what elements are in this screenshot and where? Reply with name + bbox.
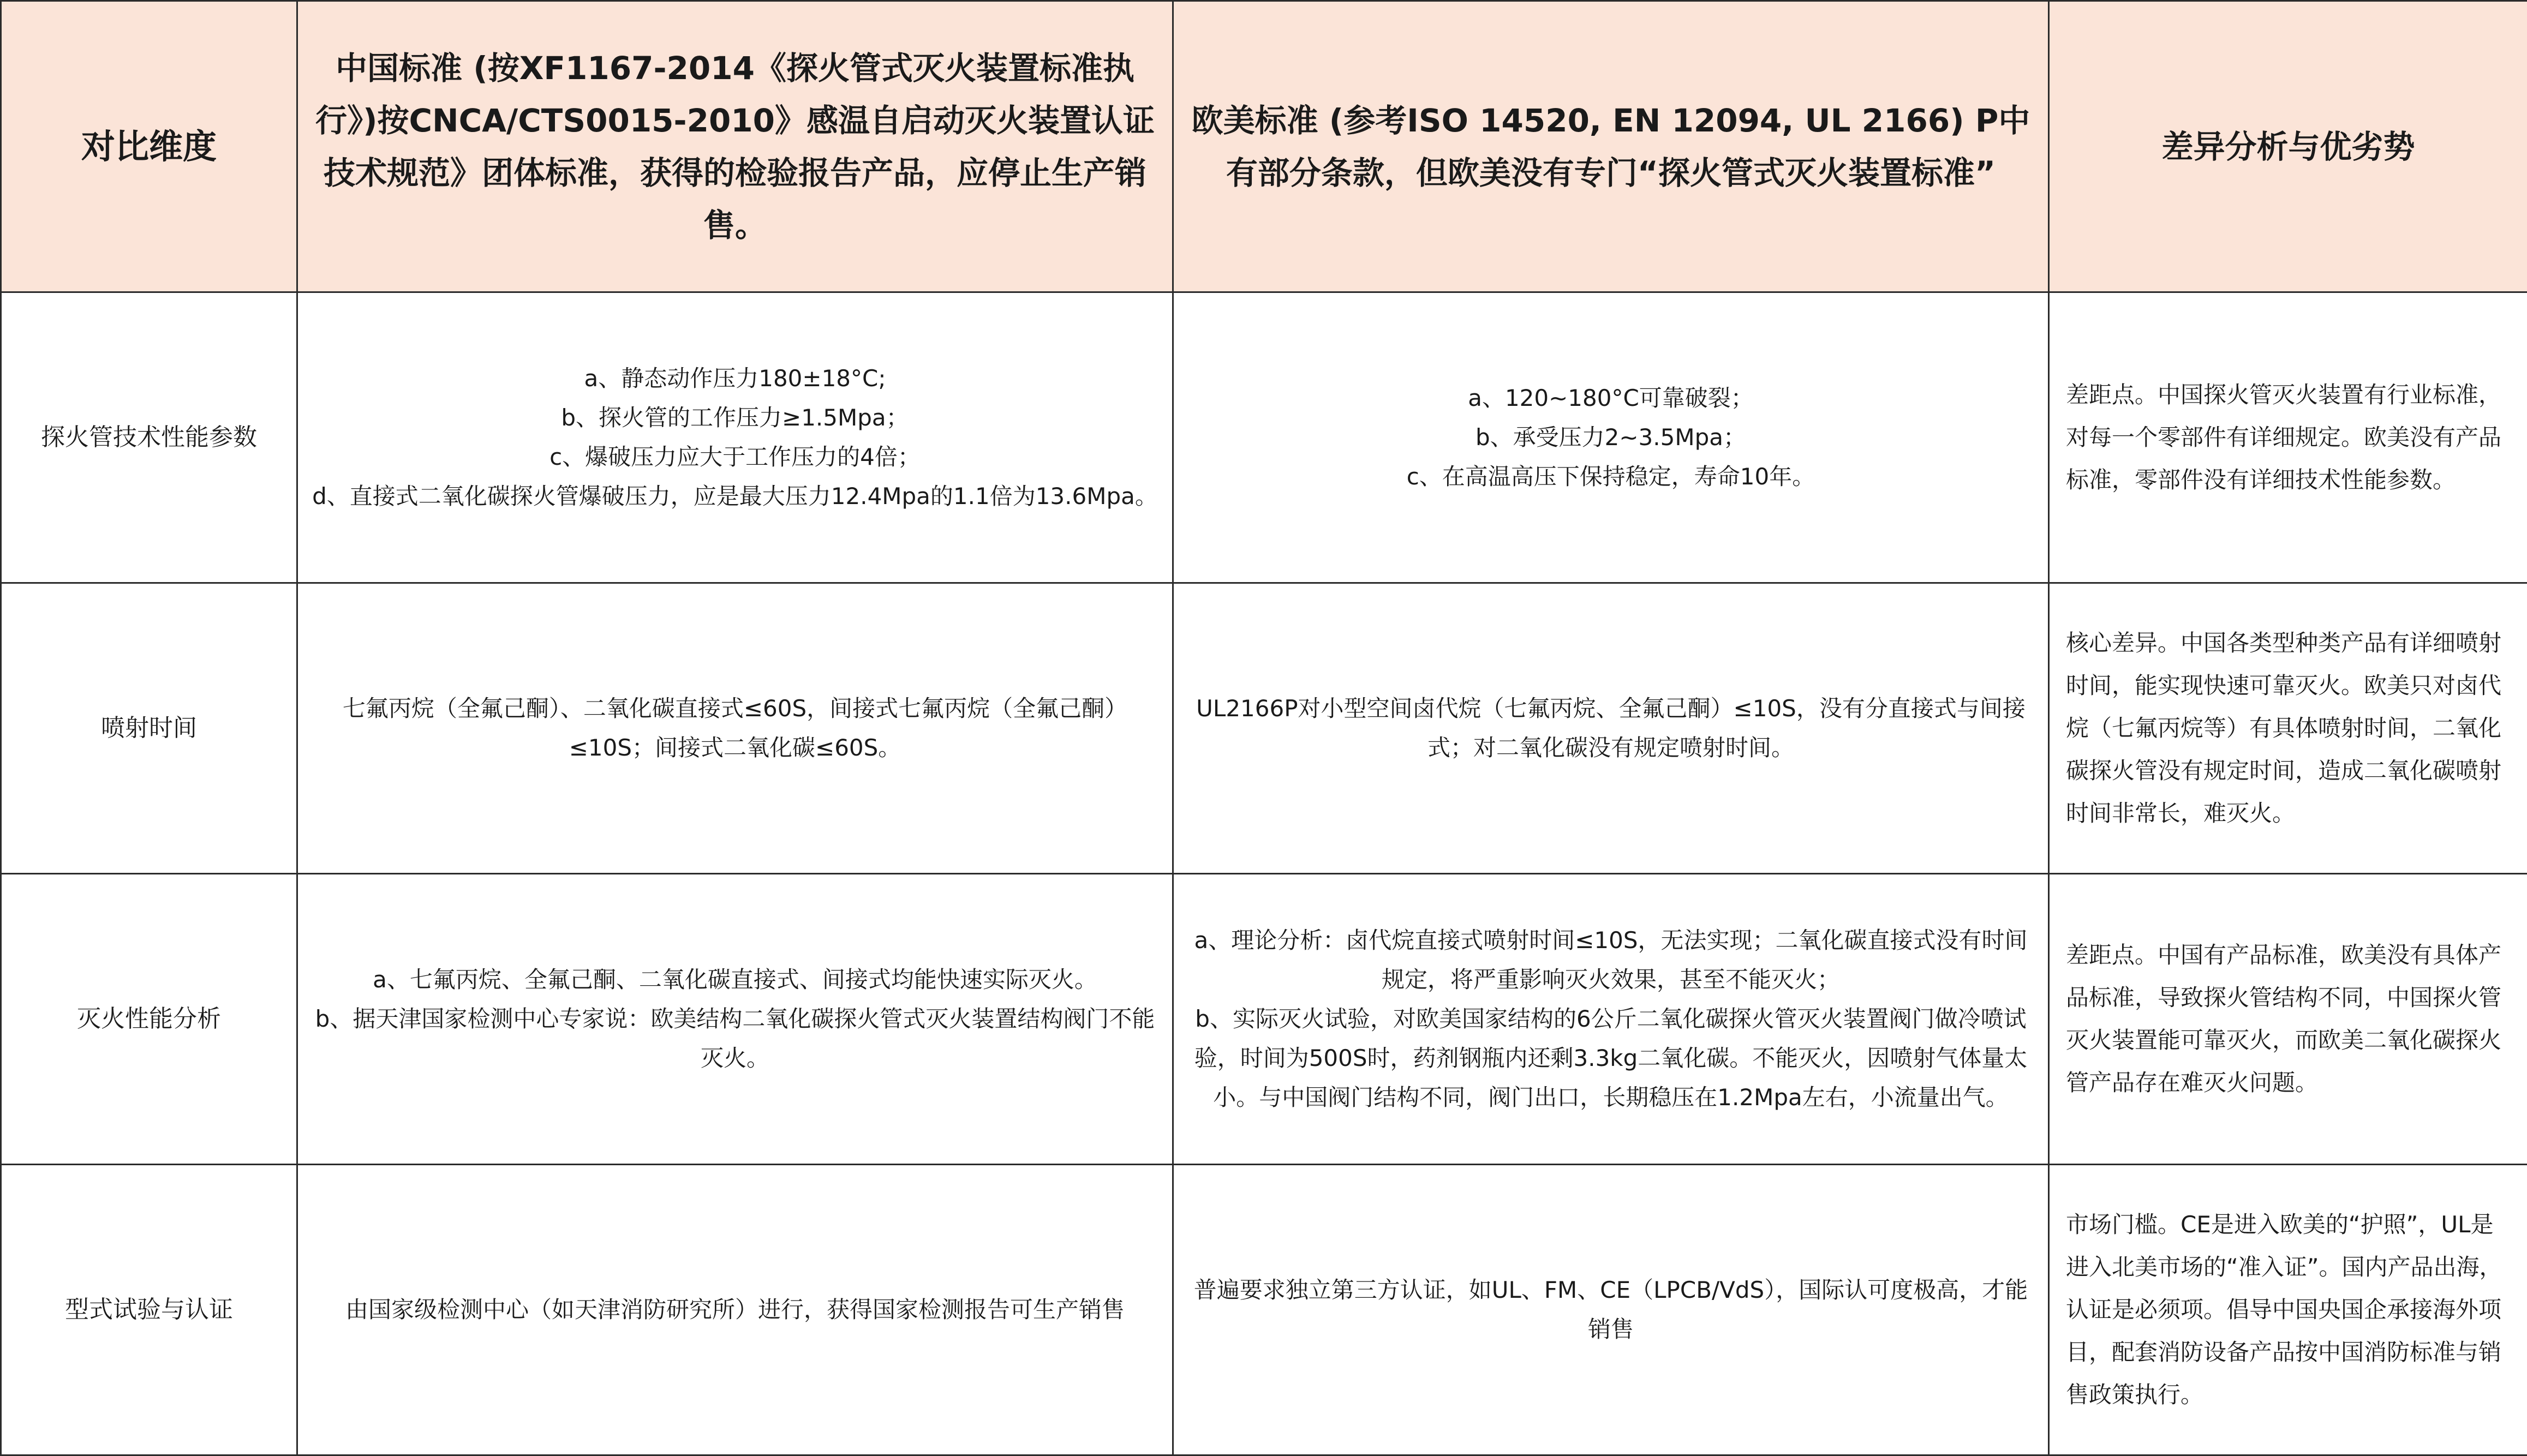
- table-row: [1, 1165, 2527, 1455]
- western-cell: [1173, 874, 2049, 1165]
- analysis-cell: 差距点。中国探火管灭火装置有行业标准，对每一个零部件有详细规定。欧美没有产品标准，零部件没有详细技术性能参数。: [2049, 292, 2527, 583]
- western-line: a、120~180°C可靠破裂；: [1184, 379, 2038, 418]
- dimension-cell: 灭火性能分析: [1, 874, 297, 1165]
- china-line: 七氟丙烷（全氟己酮）、二氧化碳直接式≤60S，间接式七氟丙烷（全氟己酮）≤10S；间接式二氧化碳≤60S。: [308, 689, 1162, 768]
- western-line: b、承受压力2~3.5Mpa；: [1184, 418, 2038, 457]
- western-line: b、实际灭火试验，对欧美国家结构的6公斤二氧化碳探火管灭火装置阀门做冷喷试验，时间为500S时，药剂钢瓶内还剩3.3kg二氧化碳。不能灭火，因喷射气体量太小。与中国阀门结构不同，阀门出口，长期稳压在1.2Mpa左右，小流量出气。: [1184, 999, 2038, 1117]
- china-line: a、静态动作压力180±18°C;: [308, 359, 1162, 398]
- table-row: [1, 292, 2527, 583]
- table-row: [1, 874, 2527, 1165]
- china-line: a、七氟丙烷、全氟己酮、二氧化碳直接式、间接式均能快速实际灭火。: [308, 960, 1162, 999]
- western-line: 普遍要求独立第三方认证，如UL、FM、CE（LPCB/VdS），国际认可度极高，才能销售: [1184, 1271, 2038, 1349]
- header-dimension: 对比维度: [1, 1, 297, 292]
- dimension-cell: 型式试验与认证: [1, 1165, 297, 1455]
- table-row: [1, 583, 2527, 874]
- analysis-cell: 市场门槛。CE是进入欧美的“护照”，UL是进入北美市场的“准入证”。国内产品出海，认证是必须项。倡导中国央国企承接海外项目，配套消防设备产品按中国消防标准与销售政策执行。: [2049, 1165, 2527, 1455]
- analysis-cell: 差距点。中国有产品标准，欧美没有具体产品标准，导致探火管结构不同，中国探火管灭火装置能可靠灭火，而欧美二氧化碳探火管产品存在难灭火问题。: [2049, 874, 2527, 1165]
- header-western-standard: 欧美标准 (参考ISO 14520, EN 12094, UL 2166) P中有部分条款，但欧美没有专门“探火管式灭火装置标准”: [1173, 1, 2049, 292]
- dimension-cell: 探火管技术性能参数: [1, 292, 297, 583]
- western-cell: [1173, 583, 2049, 874]
- china-cell: [297, 292, 1173, 583]
- china-cell: [297, 874, 1173, 1165]
- china-cell: [297, 1165, 1173, 1455]
- china-cell: [297, 583, 1173, 874]
- western-line: a、理论分析：卤代烷直接式喷射时间≤10S，无法实现；二氧化碳直接式没有时间规定，将严重影响灭火效果，甚至不能灭火；: [1184, 921, 2038, 999]
- dimension-cell: 喷射时间: [1, 583, 297, 874]
- china-line: b、据天津国家检测中心专家说：欧美结构二氧化碳探火管式灭火装置结构阀门不能灭火。: [308, 999, 1162, 1078]
- western-line: UL2166P对小型空间卤代烷（七氟丙烷、全氟己酮）≤10S，没有分直接式与间接式；对二氧化碳没有规定喷射时间。: [1184, 689, 2038, 768]
- china-line: 由国家级检测中心（如天津消防研究所）进行，获得国家检测报告可生产销售: [308, 1290, 1162, 1329]
- western-cell: [1173, 292, 2049, 583]
- western-cell: [1173, 1165, 2049, 1455]
- header-analysis: 差异分析与优劣势: [2049, 1, 2527, 292]
- header-china-standard: 中国标准 (按XF1167-2014《探火管式灭火装置标准执行》)按CNCA/CTS0015-2010》感温自启动灭火装置认证技术规范》团体标准，获得的检验报告产品，应停止生产销售。: [297, 1, 1173, 292]
- china-line: b、探火管的工作压力≥1.5Mpa；: [308, 398, 1162, 438]
- china-line: d、直接式二氧化碳探火管爆破压力，应是最大压力12.4Mpa的1.1倍为13.6Mpa。: [308, 477, 1162, 516]
- header-row: [1, 1, 2527, 292]
- china-line: c、爆破压力应大于工作压力的4倍；: [308, 438, 1162, 477]
- western-line: c、在高温高压下保持稳定，寿命10年。: [1184, 457, 2038, 496]
- analysis-cell: 核心差异。中国各类型种类产品有详细喷射时间，能实现快速可靠灭火。欧美只对卤代烷（七氟丙烷等）有具体喷射时间，二氧化碳探火管没有规定时间，造成二氧化碳喷射时间非常长，难灭火。: [2049, 583, 2527, 874]
